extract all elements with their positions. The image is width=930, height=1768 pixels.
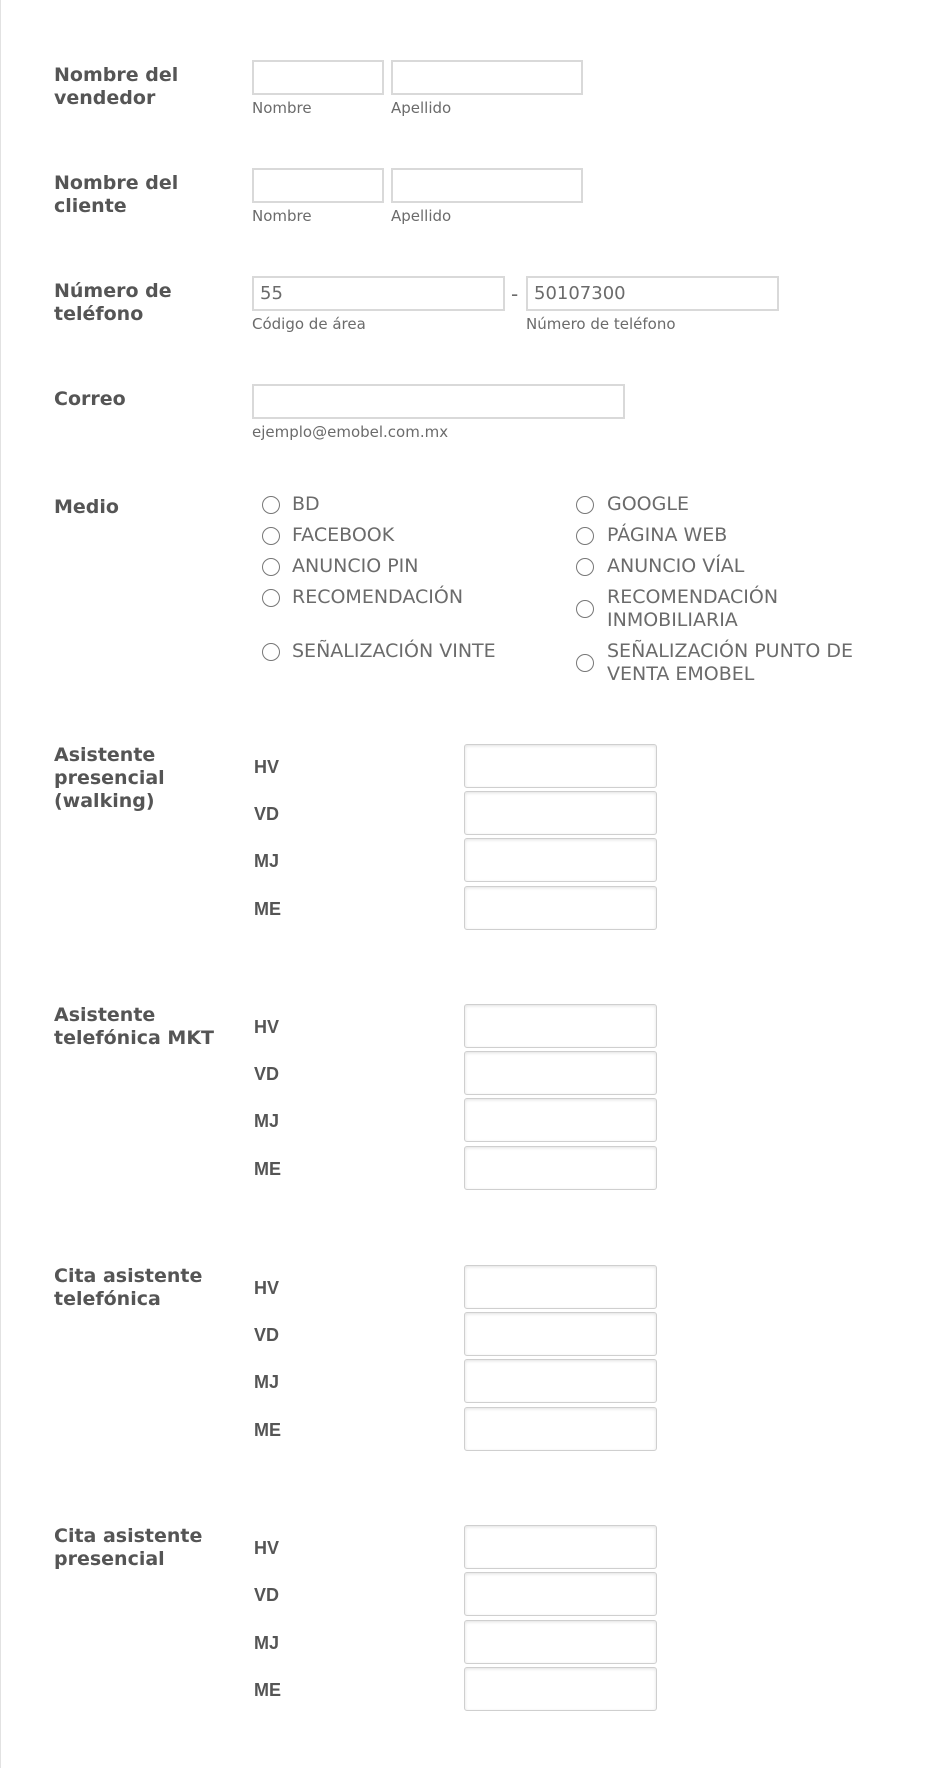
matrix-mkt-me-input[interactable] [464, 1146, 657, 1190]
email-input[interactable] [252, 384, 625, 419]
matrix-row-label: HV [254, 1278, 280, 1298]
medio-label: Medio [54, 496, 119, 518]
matrix-row-label: MJ [254, 851, 280, 871]
client-first-name-input[interactable] [252, 168, 384, 203]
radio-senalizacion-vinte-label: SEÑALIZACIÓN VINTE [292, 640, 496, 662]
radio-bd-label: BD [292, 493, 320, 515]
matrix-row-label: MJ [254, 1633, 280, 1653]
matrix-cita-telefonica-mj-input[interactable] [464, 1359, 657, 1403]
matrix-row-label: MJ [254, 1372, 280, 1392]
radio-recomendacion-inmobiliaria-label: RECOMENDACIÓN INMOBILIARIA [607, 586, 779, 631]
radio-pagina-web[interactable] [576, 527, 594, 545]
radio-recomendacion[interactable] [262, 589, 280, 607]
matrix-row-label: ME [254, 1680, 281, 1700]
radio-google-label: GOOGLE [607, 493, 689, 515]
email-label: Correo [54, 388, 126, 410]
matrix-walking-hv-input[interactable] [464, 744, 657, 788]
matrix-row-label: HV [254, 1017, 280, 1037]
client-first-name-sublabel: Nombre [252, 207, 312, 225]
matrix-cita-presencial-me-input[interactable] [464, 1667, 657, 1711]
matrix-cita-telefonica-vd-input[interactable] [464, 1312, 657, 1356]
phone-number-sublabel: Número de teléfono [526, 315, 676, 333]
seller-first-name-input[interactable] [252, 60, 384, 95]
matrix-row-label: ME [254, 1159, 281, 1179]
matrix-mkt-mj-input[interactable] [464, 1098, 657, 1142]
matrix-walking-me-input[interactable] [464, 886, 657, 930]
radio-senalizacion-punto-venta-label: SEÑALIZACIÓN PUNTO DE VENTA EMOBEL [607, 640, 854, 685]
radio-senalizacion-vinte[interactable] [262, 643, 280, 661]
radio-senalizacion-punto-venta[interactable] [576, 654, 594, 672]
client-last-name-input[interactable] [391, 168, 583, 203]
matrix-cita-presencial-mj-input[interactable] [464, 1620, 657, 1664]
seller-name-label: Nombre del vendedor [54, 64, 179, 109]
matrix-cita-presencial-label: Cita asistente presencial [54, 1525, 203, 1570]
area-code-input[interactable] [252, 276, 505, 311]
seller-last-name-sublabel: Apellido [391, 99, 452, 117]
matrix-row-label: VD [254, 1325, 280, 1345]
matrix-walking-label: Asistente presencial (walking) [54, 744, 165, 812]
client-name-label: Nombre del cliente [54, 172, 179, 217]
radio-anuncio-pin[interactable] [262, 558, 280, 576]
matrix-walking-vd-input[interactable] [464, 791, 657, 835]
radio-anuncio-vial-label: ANUNCIO VÍAL [607, 555, 745, 577]
matrix-row-label: VD [254, 1585, 280, 1605]
radio-bd[interactable] [262, 496, 280, 514]
area-code-sublabel: Código de área [252, 315, 366, 333]
radio-pagina-web-label: PÁGINA WEB [607, 524, 728, 546]
left-border [0, 0, 1, 1768]
matrix-mkt-vd-input[interactable] [464, 1051, 657, 1095]
phone-label: Número de teléfono [54, 280, 172, 325]
matrix-row-label: VD [254, 1064, 280, 1084]
email-example-sublabel: ejemplo@emobel.com.mx [252, 423, 449, 441]
radio-facebook[interactable] [262, 527, 280, 545]
matrix-walking-mj-input[interactable] [464, 838, 657, 882]
radio-anuncio-pin-label: ANUNCIO PIN [292, 555, 419, 577]
radio-google[interactable] [576, 496, 594, 514]
matrix-row-label: ME [254, 1420, 281, 1440]
client-last-name-sublabel: Apellido [391, 207, 452, 225]
matrix-row-label: HV [254, 757, 280, 777]
matrix-cita-telefonica-label: Cita asistente telefónica [54, 1265, 203, 1310]
matrix-row-label: ME [254, 899, 281, 919]
matrix-mkt-label: Asistente telefónica MKT [54, 1004, 215, 1049]
matrix-row-label: VD [254, 804, 280, 824]
radio-recomendacion-inmobiliaria[interactable] [576, 600, 594, 618]
matrix-row-label: MJ [254, 1111, 280, 1131]
seller-first-name-sublabel: Nombre [252, 99, 312, 117]
matrix-cita-telefonica-hv-input[interactable] [464, 1265, 657, 1309]
matrix-cita-presencial-hv-input[interactable] [464, 1525, 657, 1569]
phone-separator: - [511, 282, 519, 306]
radio-recomendacion-label: RECOMENDACIÓN [292, 586, 464, 608]
seller-last-name-input[interactable] [391, 60, 583, 95]
matrix-mkt-hv-input[interactable] [464, 1004, 657, 1048]
matrix-cita-telefonica-me-input[interactable] [464, 1407, 657, 1451]
radio-facebook-label: FACEBOOK [292, 524, 395, 546]
matrix-cita-presencial-vd-input[interactable] [464, 1572, 657, 1616]
matrix-row-label: HV [254, 1538, 280, 1558]
radio-anuncio-vial[interactable] [576, 558, 594, 576]
phone-number-input[interactable] [526, 276, 779, 311]
